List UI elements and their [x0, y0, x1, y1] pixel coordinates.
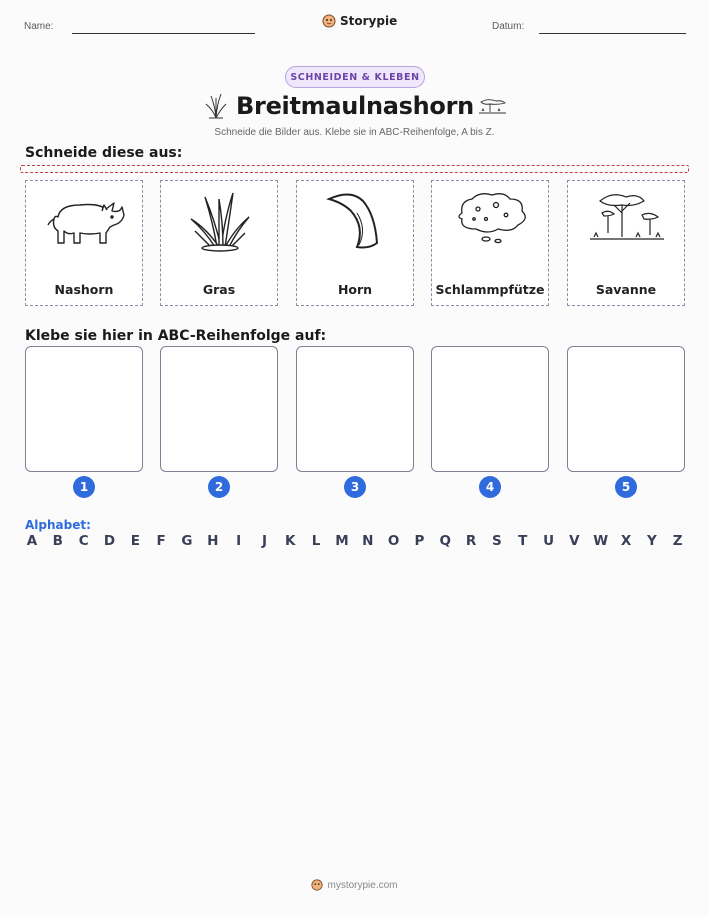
activity-badge: SCHNEIDEN & KLEBEN	[285, 66, 425, 88]
footer	[0, 879, 709, 891]
paste-number-5: 5	[615, 476, 637, 498]
name-label: Name:	[24, 21, 54, 32]
storypie-mascot-icon	[322, 14, 336, 28]
alphabet-letter: E	[130, 533, 140, 549]
mud-puddle-icon	[446, 187, 536, 253]
savanna-icon	[582, 187, 672, 253]
alphabet-letter: P	[414, 533, 425, 549]
alphabet-letter: K	[285, 533, 296, 549]
cut-card-nashorn[interactable]	[25, 180, 143, 306]
rhino-icon	[40, 187, 130, 253]
footer-url[interactable]: mystorypie.com	[327, 879, 398, 891]
brand-name: Storypie	[340, 14, 398, 28]
cut-card-label: Nashorn	[54, 282, 114, 297]
alphabet-letter: U	[543, 533, 555, 549]
alphabet-letter: Q	[439, 533, 451, 549]
alphabet-letter: J	[261, 533, 267, 549]
paste-number-4: 4	[479, 476, 501, 498]
paste-number-1: 1	[73, 476, 95, 498]
alphabet-letter: T	[518, 533, 528, 549]
page-title: Breitmaulnashorn	[236, 92, 474, 120]
alphabet-letter: R	[465, 533, 477, 549]
cut-card-label: Gras	[202, 282, 236, 297]
cut-card-label: Horn	[337, 282, 373, 297]
name-line[interactable]	[72, 33, 255, 34]
cut-card-savanne[interactable]	[567, 180, 685, 306]
alphabet-letter: V	[569, 533, 580, 549]
paste-box-5[interactable]	[567, 346, 685, 472]
date-line[interactable]	[539, 33, 686, 34]
alphabet-letter: L	[311, 533, 321, 549]
brand-logo	[322, 14, 397, 28]
paste-box-4[interactable]	[431, 346, 549, 472]
alphabet-letter: X	[620, 533, 632, 549]
alphabet-letter: A	[26, 533, 38, 549]
alphabet-letter: Z	[672, 533, 683, 549]
alphabet-letter: I	[236, 533, 242, 549]
paste-number-2: 2	[208, 476, 230, 498]
alphabet-row	[25, 533, 685, 549]
date-label: Datum:	[492, 21, 525, 32]
alphabet-letter: O	[387, 533, 400, 549]
alphabet-heading: Alphabet:	[25, 518, 91, 532]
cut-section-heading: Schneide diese aus:	[25, 145, 183, 161]
cut-card-schlammpfuetze[interactable]	[431, 180, 549, 306]
alphabet-letter: S	[492, 533, 502, 549]
instructions: Schneide die Bilder aus. Klebe sie in ABC-Reihenfolge, A bis Z.	[214, 127, 495, 138]
cut-card-gras[interactable]	[160, 180, 278, 306]
cut-card-horn[interactable]	[296, 180, 414, 306]
alphabet-letter: C	[78, 533, 89, 549]
paste-box-1[interactable]	[25, 346, 143, 472]
cut-card-label: Schlammpfütze	[435, 282, 545, 297]
paste-number-3: 3	[344, 476, 366, 498]
alphabet-letter: N	[362, 533, 374, 549]
cut-line	[20, 165, 689, 173]
paste-section-heading: Klebe sie hier in ABC-Reihenfolge auf:	[25, 328, 327, 344]
paste-box-2[interactable]	[160, 346, 278, 472]
paste-box-3[interactable]	[296, 346, 414, 472]
cut-card-label: Savanne	[595, 282, 657, 297]
alphabet-letter: H	[207, 533, 219, 549]
alphabet-letter: F	[156, 533, 166, 549]
storypie-mascot-icon	[311, 879, 323, 891]
grass-icon	[175, 187, 265, 253]
alphabet-letter: W	[593, 533, 609, 549]
savanna-decoration-icon	[476, 96, 508, 116]
alphabet-letter: M	[335, 533, 349, 549]
alphabet-letter: Y	[646, 533, 657, 549]
alphabet-letter: G	[181, 533, 193, 549]
horn-icon	[311, 187, 401, 253]
alphabet-letter: B	[52, 533, 63, 549]
alphabet-letter: D	[103, 533, 116, 549]
